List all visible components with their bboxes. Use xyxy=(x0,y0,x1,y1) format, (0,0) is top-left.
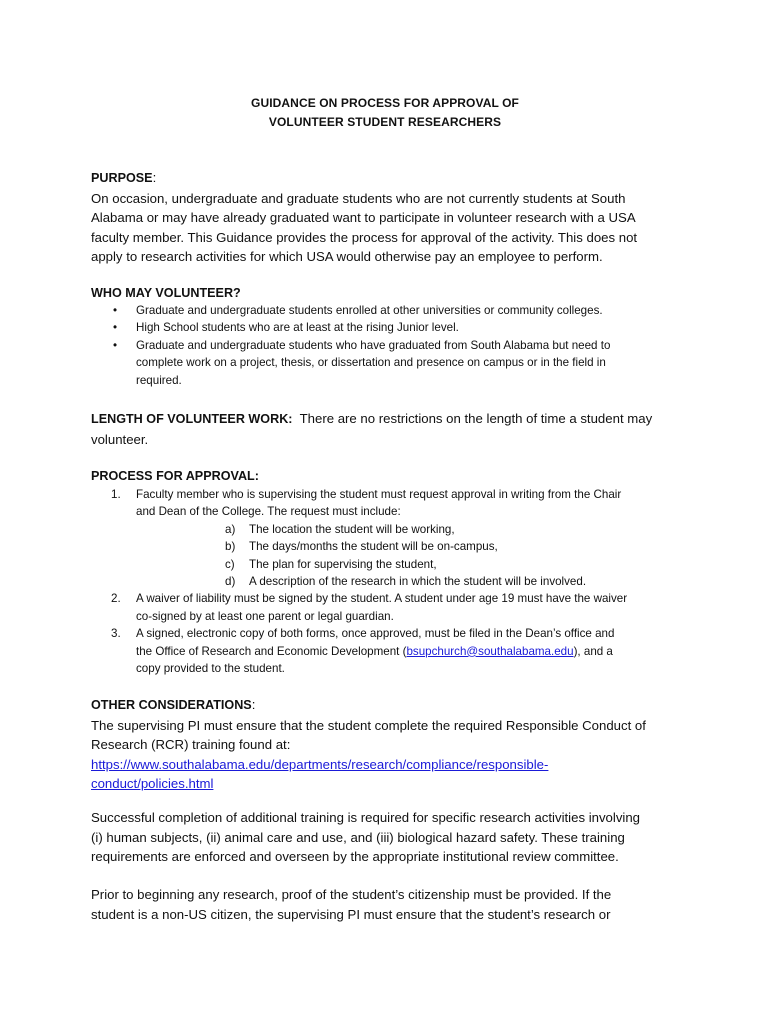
list-item xyxy=(91,337,691,389)
process-substeps xyxy=(91,521,691,591)
citizenship-line: student is a non-US citizen, the supervising PI must ensure that the student’s research or xyxy=(91,906,611,922)
bullet-icon: • xyxy=(113,304,118,317)
purpose-line: On occasion, undergraduate and graduate students who are not currently students at South xyxy=(91,190,626,206)
list-item xyxy=(91,319,691,336)
substep-item xyxy=(91,573,691,590)
bullet-icon: • xyxy=(113,338,118,352)
substep-text: The plan for supervising the student, xyxy=(249,557,437,571)
process-steps-continued xyxy=(91,590,691,677)
purpose-line: faculty member. This Guidance provides the process for approval of the activity. This does not xyxy=(91,229,638,245)
step-number: 2. xyxy=(111,592,121,606)
who-heading: WHO MAY VOLUNTEER? xyxy=(91,286,241,300)
step-text: A signed, electronic copy of both forms, once approved, must be filed in the Dean’s office and xyxy=(136,627,615,641)
purpose-section xyxy=(91,168,691,267)
list-item-text: Graduate and undergraduate students enrolled at other universities or community colleges. xyxy=(136,304,603,317)
step-text-part: the Office of Research and Economic Development ( xyxy=(136,644,407,658)
length-line-2: volunteer. xyxy=(91,431,149,447)
process-heading: PROCESS FOR APPROVAL: xyxy=(91,469,259,483)
step-text: copy provided to the student. xyxy=(136,662,285,676)
rcr-link-wrap xyxy=(91,755,691,775)
bullet-icon: • xyxy=(113,321,118,335)
training-paragraph xyxy=(91,808,691,867)
training-line: (i) human subjects, (ii) animal care and use, and (iii) biological hazard safety. These training xyxy=(91,829,625,845)
citizenship-line: Prior to beginning any research, proof of the student’s citizenship must be provided. If the xyxy=(91,887,612,902)
process-steps xyxy=(91,486,691,521)
step-text: co-signed by at least one parent or legal guardian. xyxy=(136,609,394,623)
rcr-link-wrap xyxy=(91,774,691,794)
step-text: Faculty member who is supervising the student must request approval in writing from the Chair xyxy=(136,488,622,501)
substep-text: A description of the research in which the student will be involved. xyxy=(249,575,587,589)
substep-item xyxy=(91,538,691,555)
length-heading: LENGTH OF VOLUNTEER WORK: xyxy=(91,412,293,426)
process-step xyxy=(91,486,691,521)
training-line: requirements are enforced and overseen by the appropriate institutional review committee. xyxy=(91,849,619,865)
process-section xyxy=(91,466,691,677)
title-line-1: GUIDANCE ON PROCESS FOR APPROVAL OF xyxy=(251,96,519,110)
purpose-heading-line xyxy=(91,168,691,189)
other-heading-line xyxy=(91,695,691,716)
process-step xyxy=(91,625,691,677)
purpose-heading: PURPOSE xyxy=(91,171,153,185)
list-item-text: Graduate and undergraduate students who have graduated from South Alabama but need to xyxy=(136,338,611,352)
other-section xyxy=(91,695,691,794)
step-number: 3. xyxy=(111,627,121,641)
citizenship-paragraph xyxy=(91,885,691,924)
process-step xyxy=(91,590,691,625)
substep-label: d) xyxy=(225,575,236,589)
length-section xyxy=(91,409,691,449)
purpose-heading-colon: : xyxy=(152,170,157,185)
other-heading-colon: : xyxy=(251,697,256,712)
step-text: and Dean of the College. The request must include: xyxy=(136,505,401,519)
substep-label: b) xyxy=(225,540,236,554)
rcr-link[interactable]: https://www.southalabama.edu/departments/research/compliance/responsible- xyxy=(91,756,549,772)
document-title xyxy=(0,96,770,129)
length-text: There are no restrictions on the length of time a student may xyxy=(299,411,653,426)
other-line: The supervising PI must ensure that the student complete the required Responsible Conduct of xyxy=(91,717,646,733)
purpose-line: Alabama or may have already graduated want to participate in volunteer research with a USA xyxy=(91,210,636,226)
who-list xyxy=(91,302,691,389)
other-heading: OTHER CONSIDERATIONS xyxy=(91,698,252,712)
step-number: 1. xyxy=(111,488,121,501)
step-text xyxy=(136,643,691,660)
list-item-text: required. xyxy=(136,373,182,387)
who-section xyxy=(91,284,691,389)
rcr-link-continued[interactable]: conduct/policies.html xyxy=(91,776,214,792)
email-link[interactable]: bsupchurch@southalabama.edu xyxy=(406,644,574,658)
list-item xyxy=(91,302,691,319)
purpose-line: apply to research activities for which USA would otherwise pay an employee to perform. xyxy=(91,249,603,265)
substep-item xyxy=(91,521,691,538)
substep-item xyxy=(91,556,691,573)
step-text-part: ), and a xyxy=(573,644,613,658)
title-line-2: VOLUNTEER STUDENT RESEARCHERS xyxy=(268,115,502,129)
substep-text: The location the student will be working, xyxy=(249,522,455,536)
training-line: Successful completion of additional training is required for specific research activities involving xyxy=(91,810,641,825)
substep-label: c) xyxy=(225,557,235,571)
substep-text: The days/months the student will be on-campus, xyxy=(249,540,498,554)
length-line xyxy=(91,409,691,430)
step-text: A waiver of liability must be signed by the student. A student under age 19 must have the waiver xyxy=(136,592,628,606)
list-item-text: High School students who are at least at the rising Junior level. xyxy=(136,321,459,335)
other-line: Research (RCR) training found at: xyxy=(91,737,291,753)
list-item-text: complete work on a project, thesis, or dissertation and presence on campus or in the field in xyxy=(136,356,606,370)
substep-label: a) xyxy=(225,522,236,536)
